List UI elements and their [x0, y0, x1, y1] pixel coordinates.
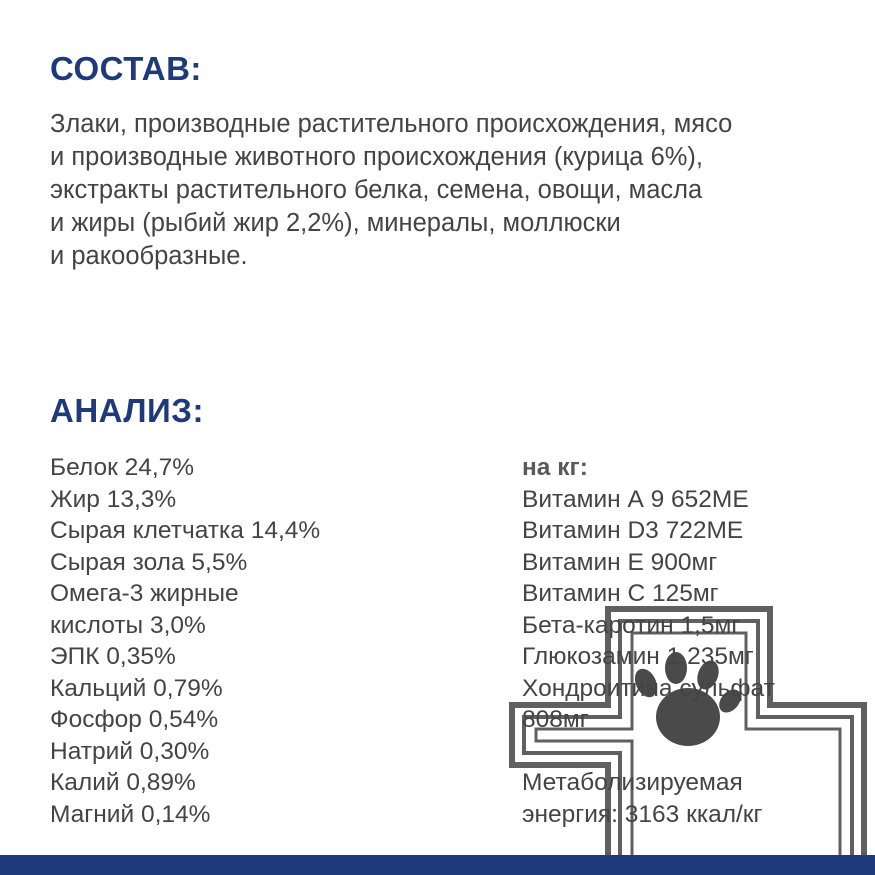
- nutrient-item: Омега-3 жирные: [50, 580, 239, 607]
- vitamin-item: Витамин Е 900мг: [522, 548, 718, 576]
- vitamin-item: 808мг: [522, 706, 589, 733]
- vitamin-item: Витамин С 125мг: [522, 580, 719, 607]
- nutrient-item: Белок 24,7%: [50, 454, 195, 481]
- nutrient-item: Калий 0,89%: [50, 769, 196, 796]
- composition-line: экстракты растительного белка, семена, овощи, масла: [50, 176, 703, 204]
- nutrient-item: Жир 13,3%: [50, 485, 177, 513]
- vitamin-item: Витамин А 9 652МЕ: [522, 485, 749, 513]
- composition-line: и жиры (рыбий жир 2,2%), минералы, моллюски: [50, 209, 621, 237]
- analysis-heading: АНАЛИЗ:: [50, 392, 204, 429]
- nutrient-item: Фосфор 0,54%: [50, 706, 219, 733]
- bottom-bar: [0, 855, 875, 875]
- energy-line: Метаболизируемая: [522, 769, 743, 796]
- nutrient-item: Сырая клетчатка 14,4%: [50, 517, 321, 544]
- spacer: [522, 736, 775, 768]
- nutrient-item: ЭПК 0,35%: [50, 643, 176, 670]
- nutrient-list: [50, 452, 320, 830]
- nutrient-item: Магний 0,14%: [50, 800, 211, 828]
- per-kg-list: [522, 452, 775, 830]
- composition-line: и производные животного происхождения (курица 6%),: [50, 143, 704, 171]
- vitamin-item: Витамин D3 722МЕ: [522, 517, 744, 544]
- vitamin-item: Глюкозамин 1 235мг: [522, 643, 754, 670]
- nutrient-item: Сырая зола 5,5%: [50, 548, 248, 576]
- vitamin-item: Бета-каротин 1,5мг: [522, 611, 741, 639]
- per-kg-heading: на кг:: [522, 454, 588, 481]
- composition-text: [50, 108, 850, 273]
- composition-line: и ракообразные.: [50, 242, 248, 270]
- nutrient-item: кислоты 3,0%: [50, 611, 206, 639]
- nutrient-item: Натрий 0,30%: [50, 737, 210, 765]
- composition-heading: СОСТАВ:: [50, 50, 202, 87]
- nutrient-item: Кальций 0,79%: [50, 674, 223, 702]
- energy-line: энергия: 3163 ккал/кг: [522, 800, 763, 828]
- vitamin-item: Хондроитина сульфат: [522, 674, 775, 702]
- composition-line: Злаки, производные растительного происхождения, мясо: [50, 110, 733, 138]
